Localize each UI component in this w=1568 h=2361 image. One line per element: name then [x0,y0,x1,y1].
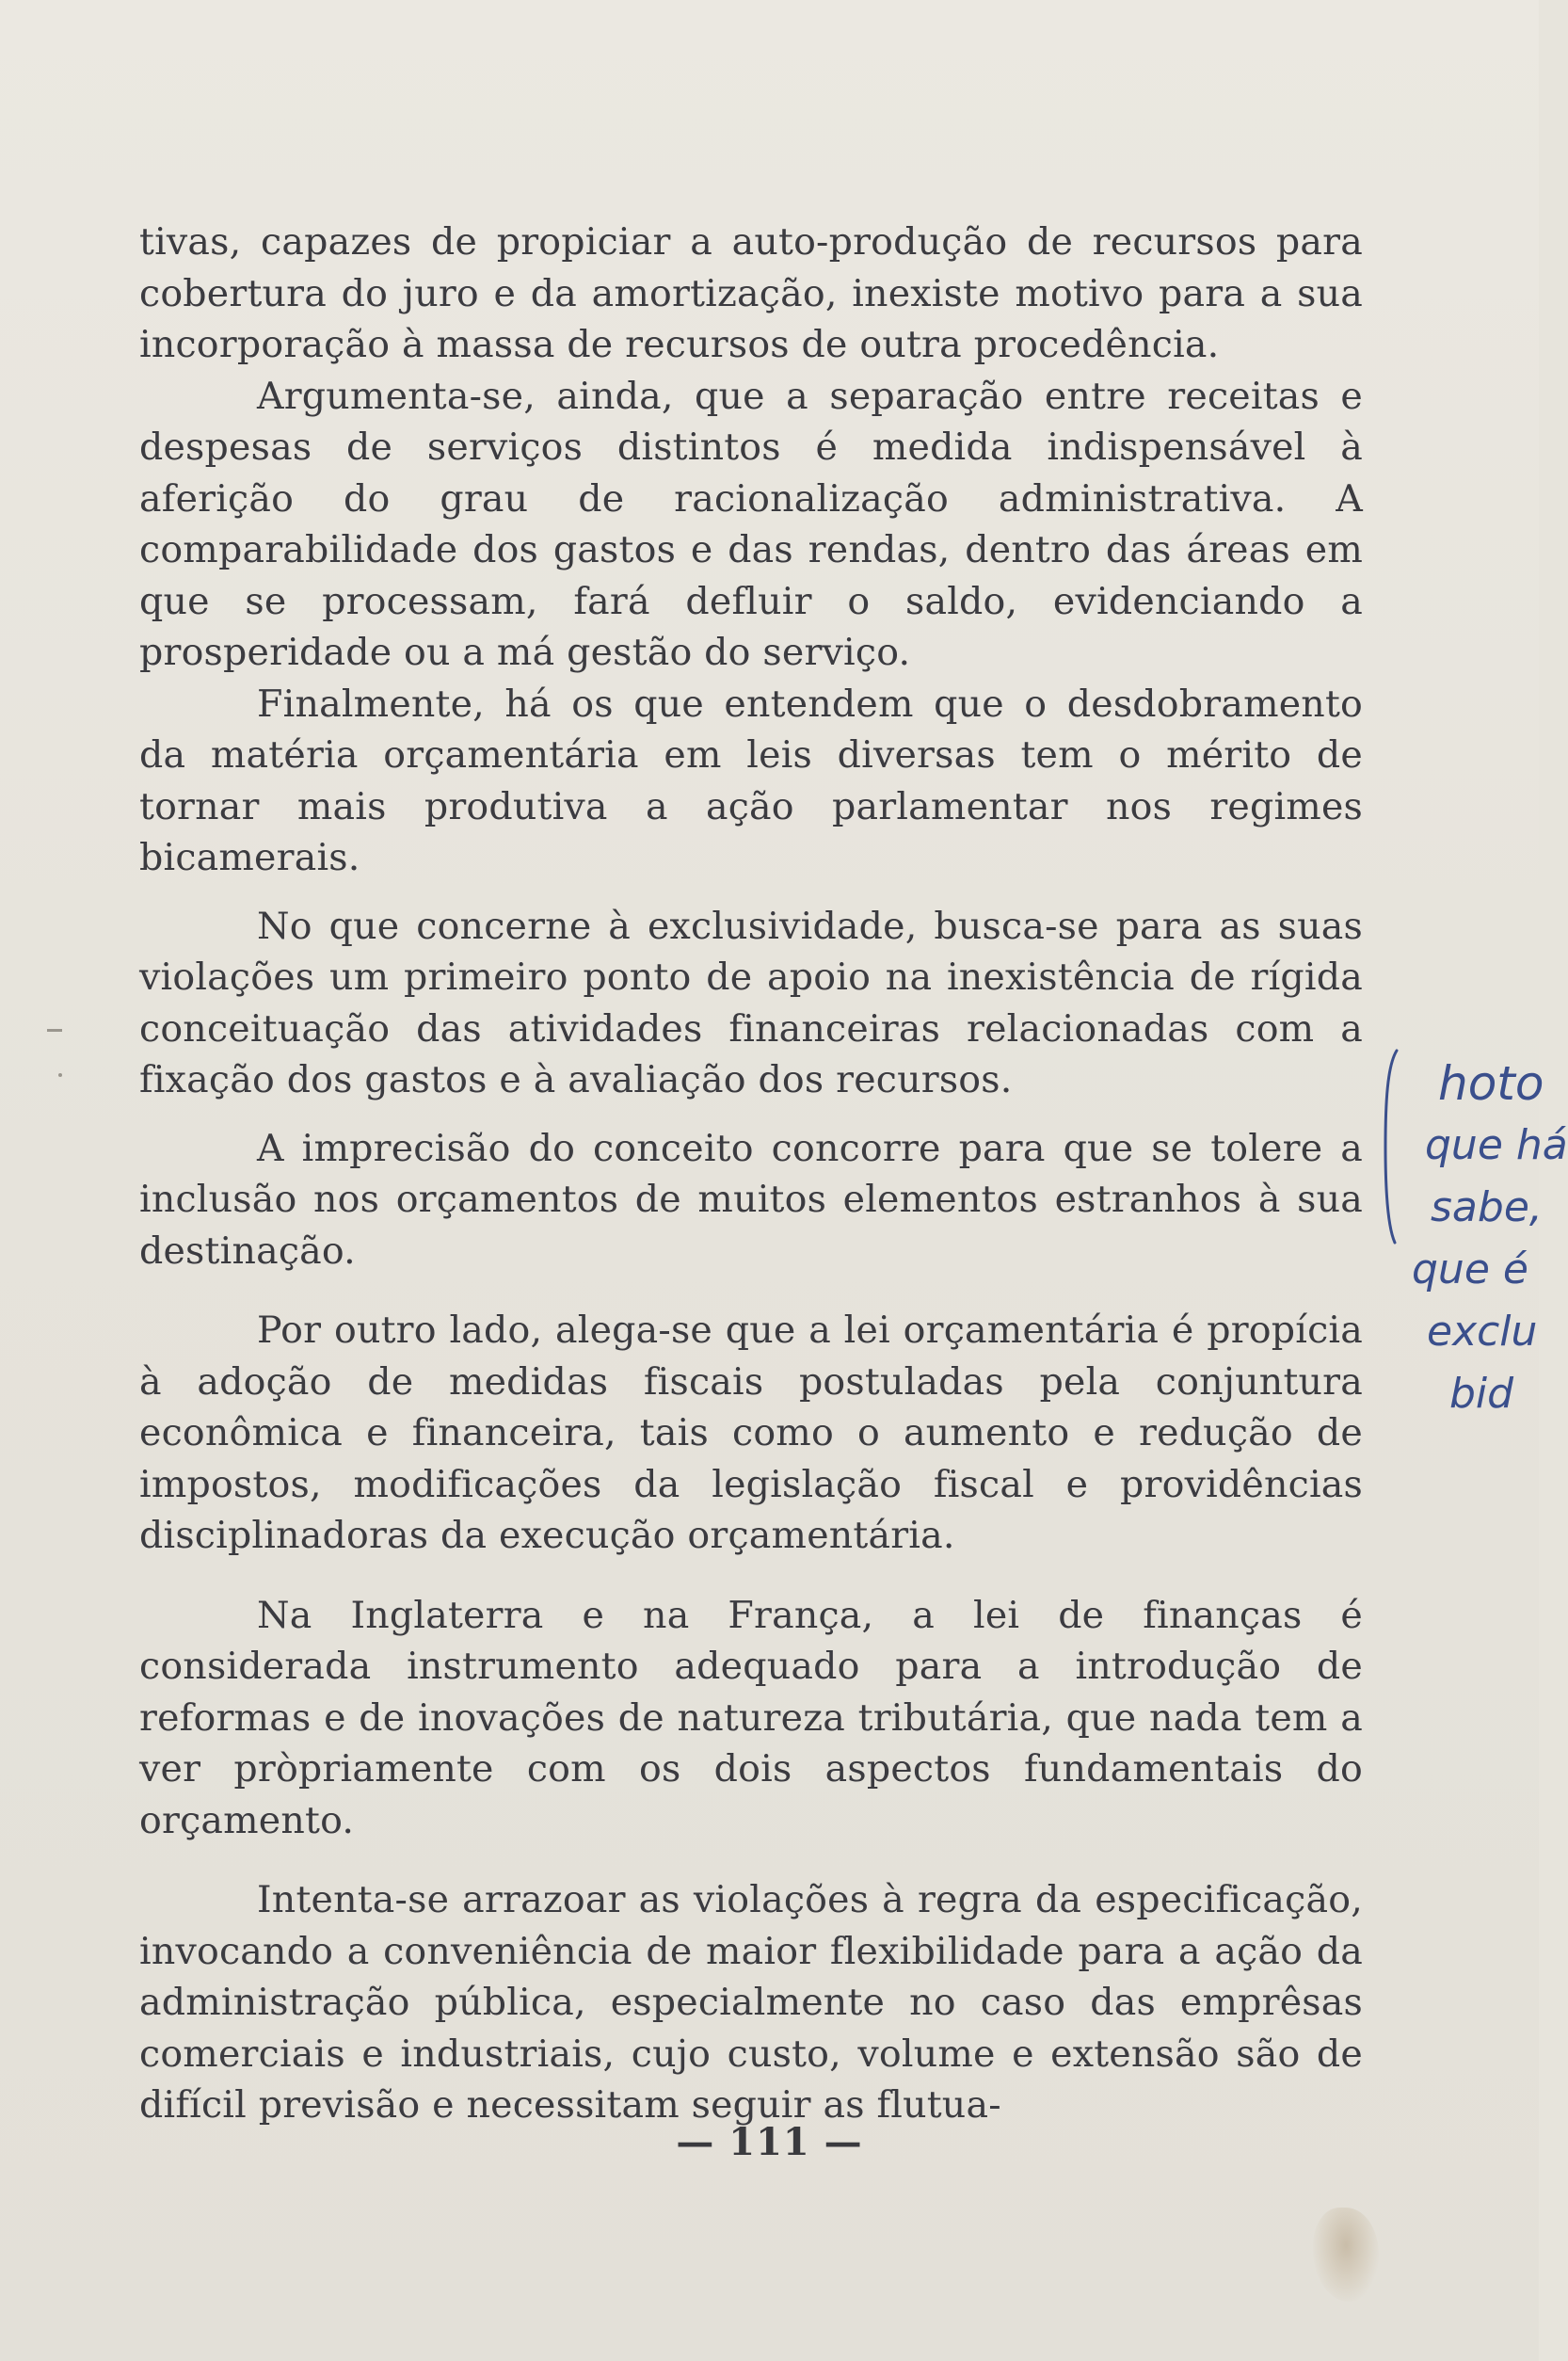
paragraph-separation-argument: Argumenta-se, ainda, que a separação entre receitas e despesas de serviços distintos é medida indispensável à aferição do grau de racionalização administrativa. A comparabilidade dos gastos e das rendas, dentro das áreas em que se processam, fará defluir o saldo, evidenciando a prosperidade ou a má gestão do serviço. [139,374,1363,674]
paragraph-continuation: tivas, capazes de propiciar a auto-produção de recursos para cobertura do juro e da amortização, inexiste motivo para a sua incorporação à massa de recursos de outra procedência. [139,220,1363,366]
handwritten-line: que é [1412,1245,1528,1293]
handwritten-line: exclu [1427,1308,1538,1356]
paper-smudge [1313,2208,1379,2302]
handwritten-line: hoto [1438,1056,1544,1111]
handwritten-line: bid [1449,1370,1514,1418]
paragraph-bicameral-argument: Finalmente, há os que entendem que o desdobramento da matéria orçamentária em leis diversas tem o mérito de tornar mais produtiva a ação parlamentar nos regimes bicamerais. [139,682,1363,879]
page-number: — 111 — [676,2120,863,2164]
stray-mark [47,1029,62,1032]
paragraph-imprecision: A imprecisão do conceito concorre para que se tolere a inclusão nos orçamentos de muitos elementos estranhos à sua destinação. [139,1126,1363,1273]
paragraph-exclusivity: No que concerne à exclusividade, busca-se para as suas violações um primeiro ponto de apoio na inexistência de rígida conceituação das atividades financeiras relacionadas com a fixação dos gastos e à avaliação dos recursos. [139,904,1363,1101]
paragraph-fiscal-measures: Por outro lado, alega-se que a lei orçamentária é propícia à adoção de medidas fiscais postuladas pela conjuntura econômica e financeira, tais como o aumento e redução de impostos, modificações da legislação fiscal e providências disciplinadoras da execução orçamentária. [139,1309,1363,1557]
paragraph-specification: Intenta-se arrazoar as violações à regra da especificação, invocando a conveniência de maior flexibilidade para a ação da administração pública, especialmente no caso das emprêsas comerciais e industriais, cujo custo, volume e extensão são de difícil previsão e necessitam seguir as flutua- [139,1878,1363,2127]
handwritten-margin-note [1412,1052,1568,1425]
stray-mark [58,1073,62,1077]
body-text [139,217,1363,2131]
paragraph-england-france: Na Inglaterra e na França, a lei de finanças é considerada instrumento adequado para a introdução de reformas e de inovações de natureza tributária, que nada tem a ver pròpriamente com os dois aspectos fundamentais do orçamento. [139,1593,1363,1842]
handwritten-line: sabe, [1431,1183,1543,1231]
margin-bracket-mark [1376,1047,1404,1246]
handwritten-line: que há [1425,1121,1568,1169]
